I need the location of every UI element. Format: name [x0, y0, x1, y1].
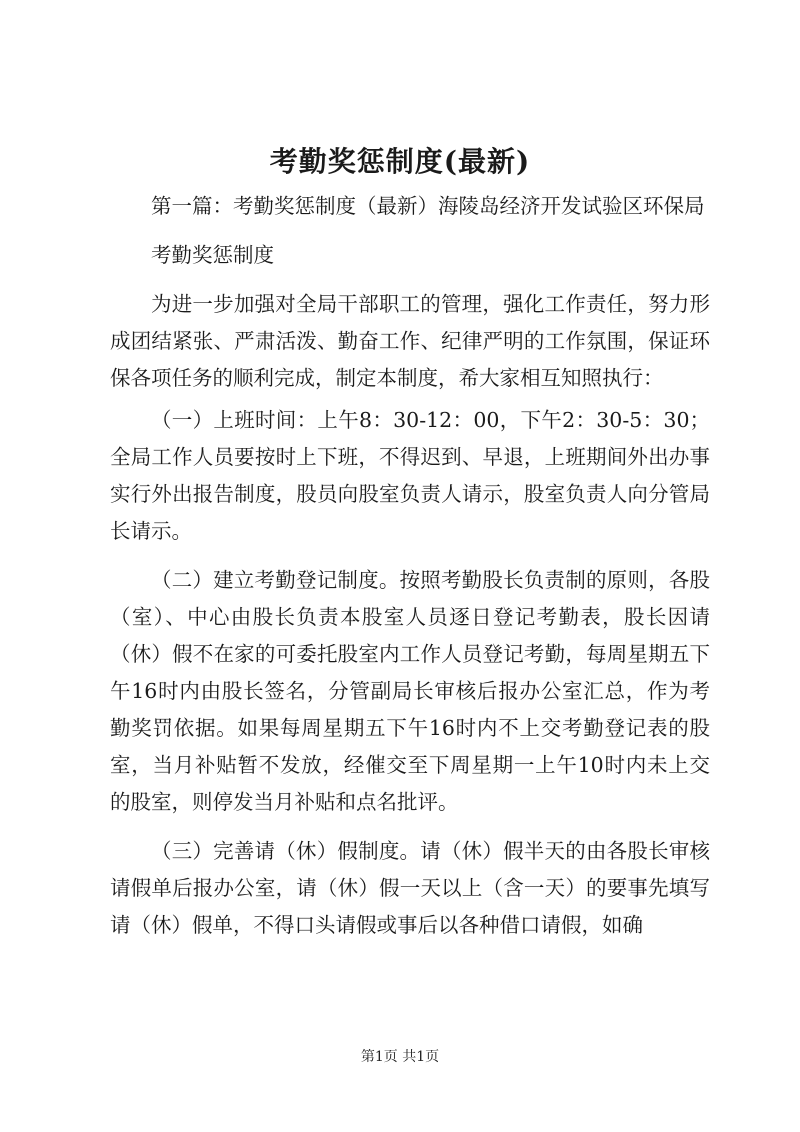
paragraph-item-1: （一）上班时间：上午8：30-12：00，下午2：30-5：30；全局工作人员要按时上下班，不得迟到、早退，上班期间外出办事实行外出报告制度，股员向股室负责人请示，股室负责人向分管局长请示。	[110, 408, 710, 543]
paragraph-intro: 为进一步加强对全局干部职工的管理，强化工作责任，努力形成团结紧张、严肃活泼、勤奋工作、纪律严明的工作氛围，保证环保各项任务的顺利完成，制定本制度，希大家相互知照执行：	[110, 292, 710, 390]
page-footer: 第1页 共1页	[360, 1049, 440, 1065]
paragraph-subtitle: 考勤奖惩制度	[151, 243, 274, 267]
paragraph-heading-1: 第一篇：考勤奖惩制度（最新）海陵岛经济开发试验区环保局	[151, 194, 705, 218]
document-body	[110, 188, 710, 956]
document-title: 考勤奖惩制度(最新)	[269, 145, 531, 178]
paragraph-item-2: （二）建立考勤登记制度。按照考勤股长负责制的原则，各股（室）、中心由股长负责本股室人员逐日登记考勤表，股长因请（休）假不在家的可委托股室内工作人员登记考勤，每周星期五下午16时内由股长签名，分管副局长审核后报办公室汇总，作为考勤奖罚依据。如果每周星期五下午16时内不上交考勤登记表的股室，当月补贴暂不发放，经催交至下周星期一上午10时内未上交的股室，则停发当月补贴和点名批评。	[110, 568, 710, 814]
paragraph-item-3: （三）完善请（休）假制度。请（休）假半天的由各股长审核请假单后报办公室，请（休）假一天以上（含一天）的要事先填写请（休）假单，不得口头请假或事后以各种借口请假，如确	[110, 839, 710, 937]
